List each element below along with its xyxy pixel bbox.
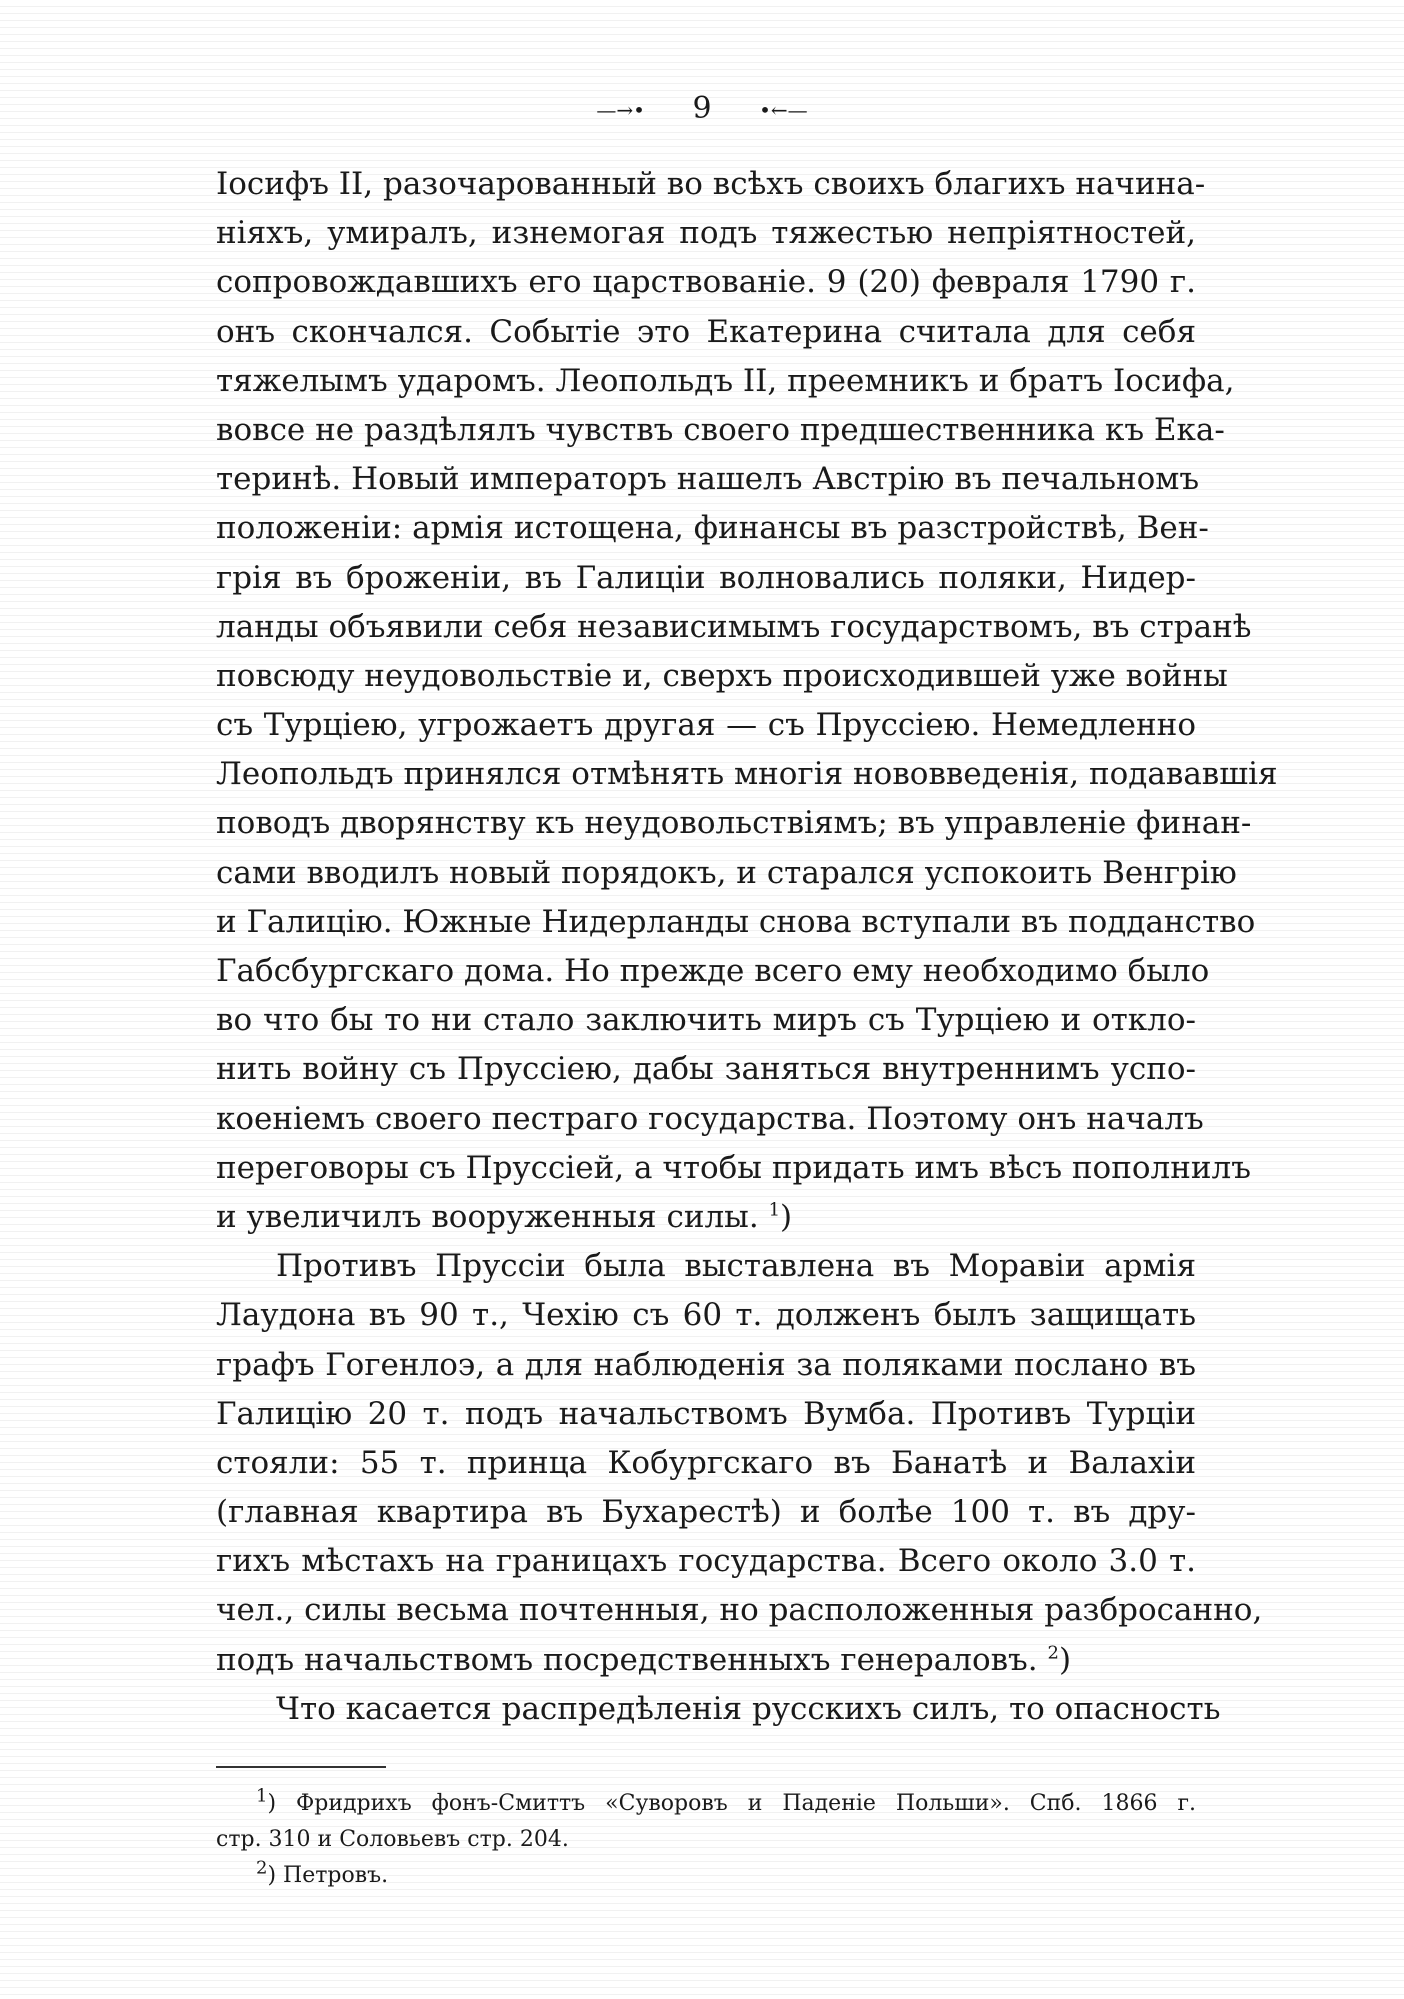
text-line: съ Турціею, угрожаетъ другая — съ Пруссіею. Немедленно [216,707,1196,744]
footnote-marker: 2 [1047,1642,1059,1664]
text-line-content: и увеличилъ вооруженныя силы. [216,1198,759,1235]
text-line [216,1193,1196,1242]
footnote-text: ) Петровъ. [267,1863,389,1888]
text-line: Лаудона въ 90 т., Чехію съ 60 т. долженъ былъ защищать [216,1297,1196,1334]
text-line: чел., силы весьма почтенныя, но расположенныя разбросанно, [216,1592,1263,1629]
footnote-marker-paren: ) [780,1198,793,1235]
text-line: сами вводилъ новый порядокъ, и старался успокоить Венгрію [216,854,1237,891]
text-line: коеніемъ своего пестраго государства. Поэтому онъ началъ [216,1100,1204,1137]
text-line-content: подъ начальствомъ посредственныхъ генераловъ. [216,1641,1038,1678]
text-line: Противъ Пруссіи была выставлена въ Моравіи армія [276,1248,1196,1285]
text-line: грія въ броженіи, въ Галиціи волновались поляки, Нидер- [216,559,1196,596]
text-line: положеніи: армія истощена, финансы въ разстройствѣ, Вен- [216,510,1209,547]
text-line: нить войну съ Пруссіею, дабы заняться внутреннимъ успо- [216,1051,1196,1088]
text-line: вовсе не раздѣлялъ чувствъ своего предшественника къ Ека- [216,411,1225,448]
text-line: ланды объявили себя независимымъ государствомъ, въ странѣ [216,608,1252,645]
text-line: онъ скончался. Событіе это Екатерина считала для себя [216,313,1196,350]
text-line: теринѣ. Новый императоръ нашелъ Австрію въ печальномъ [216,461,1200,498]
text-line: во что бы то ни стало заключить миръ съ Турціею и откло- [216,1002,1196,1039]
text-line: графъ Гогенлоэ, а для наблюденія за поляками послано въ [216,1346,1196,1383]
text-line: Леопольдъ принялся отмѣнять многія нововведенія, подававшія [216,756,1278,793]
text-line: (главная квартира въ Бухарестѣ) и болѣе 100 т. въ дру- [216,1494,1196,1531]
text-line: сопровождавшихъ его царствованіе. 9 (20) февраля 1790 г. [216,264,1196,301]
text-line: Галицію 20 т. подъ начальствомъ Вумба. Противъ Турціи [216,1395,1196,1432]
footnote-divider [216,1766,386,1768]
text-line: Габсбургскаго дома. Но прежде всего ему необходимо было [216,953,1210,989]
footnote-text: стр. 310 и Соловьевъ стр. 204. [216,1827,569,1852]
page-header [0,92,1404,127]
text-line: гихъ мѣстахъ на границахъ государства. Всего около 3.0 т. [216,1543,1196,1580]
footnote-marker: 1 [768,1199,781,1221]
text-line: тяжелымъ ударомъ. Леопольдъ II, преемникъ и братъ Іосифа, [216,362,1235,399]
text-line: и Галицію. Южные Нидерланды снова вступали въ подданство [216,903,1256,940]
text-line: ніяхъ, умиралъ, изнемогая подъ тяжестью непріятностей, [216,215,1196,252]
text-line: поводъ дворянству къ неудовольствіямъ; въ управленіе финан- [216,805,1252,842]
text-line [216,1636,1196,1685]
text-line: Что касается распредѣленія русскихъ силъ, то опасность [276,1690,1221,1727]
page-number: 9 [692,91,712,126]
footnotes [216,1786,1196,1894]
text-line: повсюду неудовольствіе и, сверхъ происходившей уже войны [216,657,1228,694]
footnote-line [216,1858,1196,1894]
footnote [216,1786,1196,1858]
text-line: стояли: 55 т. принца Кобургскаго въ Банатѣ и Валахіи [216,1444,1196,1481]
footnote [216,1858,1196,1894]
paragraph [216,160,1278,1242]
footnote-number: 1 [256,1785,268,1807]
ornament-right: •←— [759,98,808,122]
paragraph [216,1685,1221,1734]
footnote-line [216,1822,1196,1858]
main-text [216,160,1278,1734]
footnote-number: 2 [256,1857,268,1879]
footnote-line [216,1786,1196,1822]
ornament-left: —→• [596,98,645,122]
text-line: переговоры съ Пруссіей, а чтобы придать имъ вѣсъ пополнилъ [216,1149,1251,1186]
text-line: Іосифъ II, разочарованный во всѣхъ своихъ благихъ начина- [216,166,1206,202]
paragraph [216,1242,1263,1685]
footnote-marker-paren: ) [1058,1641,1072,1678]
footnote-text: ) Фридрихъ фонъ-Смиттъ «Суворовъ и Паденіе Польши». Спб. 1866 г. [267,1791,1196,1816]
